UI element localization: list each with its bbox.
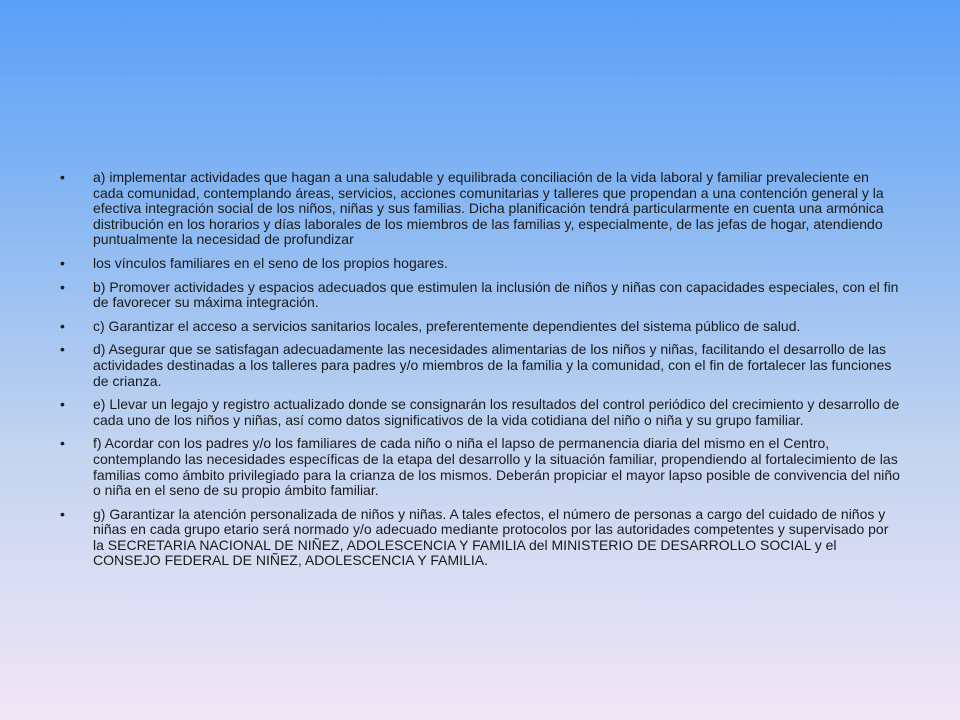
bullet-item-e bbox=[60, 397, 900, 428]
bullet-text: g) Garantizar la atención personalizada de niños y niñas. A tales efectos, el número de personas a cargo del cuidado de niños y niñas en cada grupo etario será normado y/o adecuado mediante protocolos por las autoridades competentes y supervisado por la SECRETARIA NACIONAL DE NIÑEZ, ADOLESCENCIA Y FAMILIA del MINISTERIO DE DESARROLLO SOCIAL y el CONSEJO FEDERAL DE NIÑEZ, ADOLESCENCIA Y FAMILIA. bbox=[93, 505, 889, 569]
bullet-icon: • bbox=[60, 341, 65, 358]
bullet-item-f bbox=[60, 436, 900, 498]
bullet-text: c) Garantizar el acceso a servicios sanitarios locales, preferentemente dependientes del sistema público de salud. bbox=[93, 317, 801, 334]
bullet-icon: • bbox=[60, 278, 65, 295]
bullet-icon: • bbox=[60, 505, 65, 522]
bullet-item-a bbox=[60, 170, 900, 248]
bullet-icon: • bbox=[60, 169, 65, 185]
bullet-icon: • bbox=[60, 396, 65, 413]
bullet-icon: • bbox=[60, 435, 65, 452]
bullet-text: a) implementar actividades que hagan a una saludable y equilibrada conciliación de la vida laboral y familiar prevaleciente en cada comunidad, contemplando áreas, servicios, acciones comunitarias y talleres que propendan a una contención general y la efectiva integración social de los niños, niñas y sus familias. Dicha planificación tendrá particularmente en cuenta una armónica distribución en los horarios y días laborales de los miembros de las familias y, especialmente, de las jefas de hogar, atendiendo puntualmente la necesidad de profundizar bbox=[93, 169, 884, 248]
bullet-item-g bbox=[60, 507, 900, 569]
bullet-item-c bbox=[60, 319, 900, 335]
bullet-text: b) Promover actividades y espacios adecuados que estimulen la inclusión de niños y niñas con capacidades especiales, con el fin de favorecer su máxima integración. bbox=[93, 278, 899, 311]
bullet-list bbox=[60, 170, 900, 577]
bullet-text: los vínculos familiares en el seno de los propios hogares. bbox=[93, 254, 448, 271]
bullet-item-b bbox=[60, 280, 900, 311]
bullet-item-d bbox=[60, 342, 900, 389]
bullet-text: f) Acordar con los padres y/o los familiares de cada niño o niña el lapso de permanencia diaria del mismo en el Centro, contemplando las necesidades específicas de la etapa del desarrollo y la situación familiar, propendiendo al fortalecimiento de las familias como ámbito privilegiado para la crianza de los mismos. Deberán propiciar el mayor lapso posible de convivencia del niño o niña en el seno de su propio ámbito familiar. bbox=[93, 435, 900, 499]
bullet-item-continuation bbox=[60, 256, 900, 272]
bullet-text: e) Llevar un legajo y registro actualizado donde se consignarán los resultados del control periódico del crecimiento y desarrollo de cada uno de los niños y niñas, así como datos significativos de la vida cotidiana del niño o niña y su grupo familiar. bbox=[93, 396, 900, 428]
bullet-icon: • bbox=[60, 317, 65, 334]
bullet-icon: • bbox=[60, 254, 65, 271]
bullet-text: d) Asegurar que se satisfagan adecuadamente las necesidades alimentarias de los niños y niñas, facilitando el desarrollo de las actividades destinadas a los talleres para padres y/o miembros de la familia y la comunidad, con el fin de fortalecer las funciones de crianza. bbox=[93, 341, 892, 389]
